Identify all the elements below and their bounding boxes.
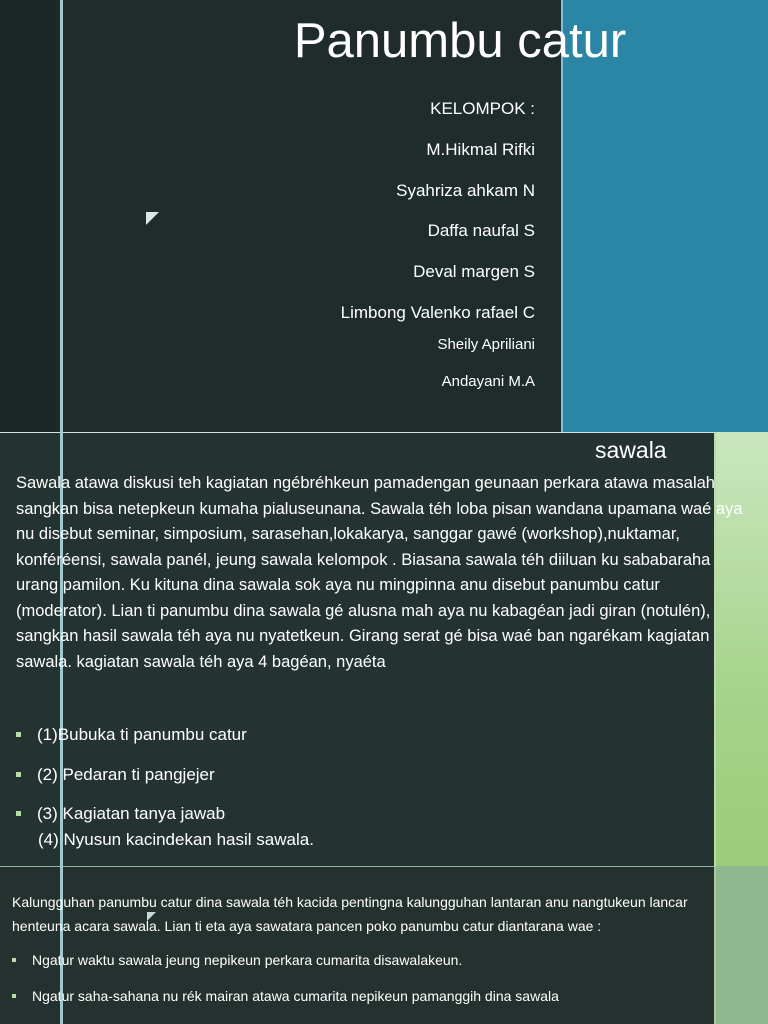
list-item-text: Ngatur saha-sahana nu rék mairan atawa cumarita nepikeun pamanggih dina sawala	[32, 988, 559, 1004]
list-item-text: (3) Kagiatan tanya jawab	[37, 804, 226, 823]
list-item	[16, 723, 247, 747]
member-5: Limbong Valenko rafael C	[340, 303, 535, 322]
list-item	[16, 763, 215, 787]
list-item-text: Ngatur waktu sawala jeung nepikeun perkara cumarita disawalakeun.	[32, 952, 463, 968]
list-item	[16, 802, 225, 826]
bullet-square-icon	[16, 732, 21, 737]
slide-heading: sawala	[595, 437, 667, 463]
member-6: Sheily Apriliani	[437, 336, 535, 353]
triangle-decoration-icon	[146, 212, 159, 225]
bullet-square-icon	[16, 772, 21, 777]
left-dark-band	[0, 0, 58, 432]
slide-moderator-role	[0, 866, 768, 1024]
list-item	[12, 950, 462, 970]
list-item	[12, 986, 559, 1006]
sawala-paragraph: Sawala atawa diskusi teh kagiatan ngébréhkeun pamadengan geunaan perkara atawa masalah sangkan bisa netepkeun kumaha pialuseunana. Sawala téh loba pisan wandana upamana waé aya nu disebut seminar, simposium, sarasehan,lokakarya, sanggar gawé (workshop),nuktamar, konféréensi, sawala panél, jeung sawala kelompok . Biasana sawala téh diiluan ku sababaraha urang pamilon. Ku kituna dina sawala sok aya nu mingpinna anu disebut panumbu catur (moderator). Lian ti panumbu dina sawala gé alusna mah aya nu kabagéan jadi giran (notulén), sangkan hasil sawala téh aya nu nyatetkeun. Girang serat gé bisa waé ban ngarékam kagiatan sawala. kagiatan sawala téh aya 4 bagéan, nyaéta	[16, 474, 743, 671]
group-label: KELOMPOK :	[430, 99, 535, 118]
slide-title-text: Panumbu catur	[293, 14, 627, 68]
member-3: Daffa naufal S	[427, 221, 535, 240]
slide-title	[0, 0, 768, 432]
bullet-square-icon	[12, 958, 16, 962]
list-item-continuation: (4) Nyusun kacindekan hasil sawala.	[38, 830, 314, 849]
bullet-square-icon	[12, 994, 16, 998]
slide-divider	[0, 866, 768, 867]
member-2: Syahriza ahkam N	[396, 181, 535, 200]
slide-sawala	[0, 432, 768, 866]
left-accent-line	[60, 0, 63, 432]
member-7: Andayani M.A	[441, 373, 535, 390]
member-1: M.Hikmal Rifki	[426, 140, 535, 159]
role-paragraph: Kalungguhan panumbu catur dina sawala téh kacida pentingna kalungguhan lantaran anu nangtukeun lancar henteuna acara sawala. Lian ti eta aya sawatara pancen poko panumbu catur diantarana wae :	[12, 894, 688, 934]
slide-divider	[0, 432, 768, 433]
member-4: Deval margen S	[413, 262, 535, 281]
list-item-text: (2) Pedaran ti pangjejer	[37, 765, 215, 784]
list-item-text: (1)Bubuka ti panumbu catur	[37, 725, 247, 744]
bullet-square-icon	[16, 811, 21, 816]
